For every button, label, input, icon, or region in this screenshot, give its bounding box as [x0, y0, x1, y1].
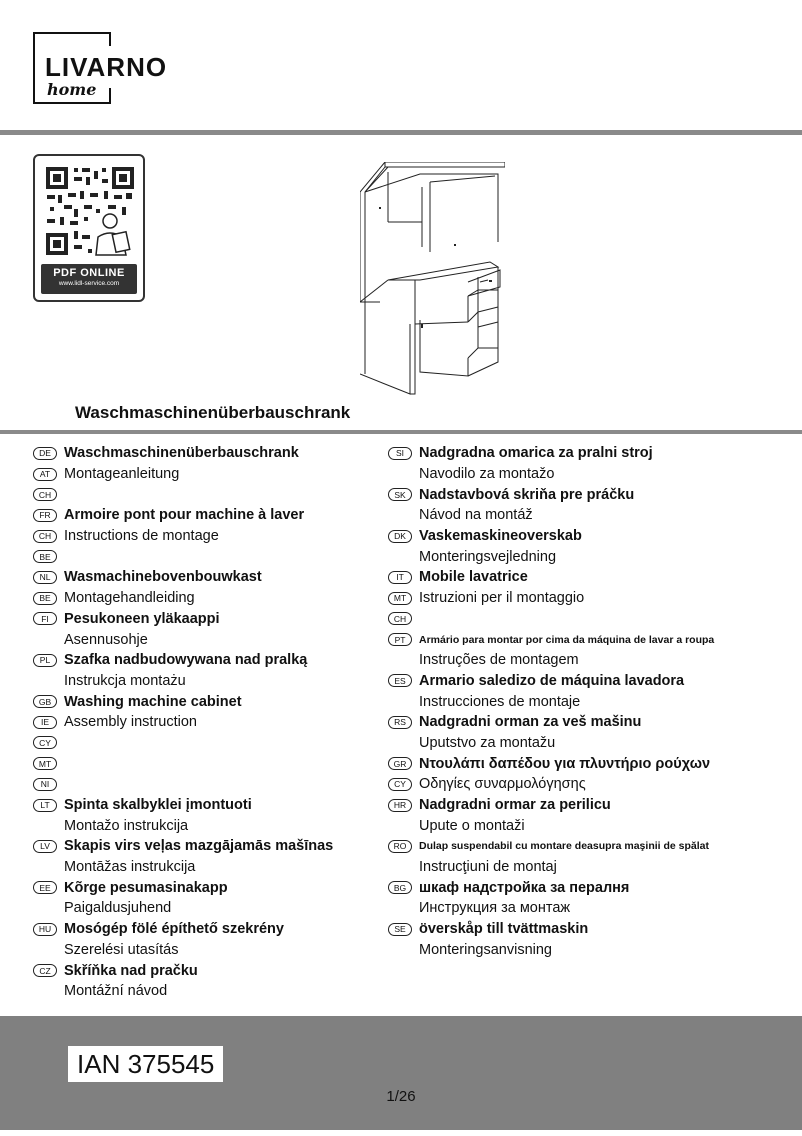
instruction-label: Instrukcja montażu — [64, 672, 186, 689]
language-row — [33, 960, 333, 981]
country-code-badge: SE — [388, 923, 412, 936]
country-code-badge: DK — [388, 530, 412, 543]
qr-code-icon — [44, 165, 136, 257]
language-row — [388, 836, 714, 857]
instruction-label: Montageanleitung — [64, 466, 180, 483]
country-code-badge: HR — [388, 799, 412, 812]
product-name: Szafka nadbudowywana nad pralką — [64, 652, 308, 669]
brand-name: LIVARNO — [45, 52, 168, 82]
country-code-badge: SK — [388, 488, 412, 501]
language-row — [388, 650, 714, 671]
country-code-badge: DE — [33, 447, 57, 460]
instruction-label: Paigaldusjuhend — [64, 900, 172, 917]
qr-box[interactable] — [33, 154, 145, 302]
country-code-badge: MT — [388, 592, 412, 605]
instruction-label: Monteringsanvisning — [419, 941, 552, 958]
product-name: шкаф надстройка за пералня — [419, 879, 630, 896]
language-row — [388, 464, 714, 485]
language-row — [33, 940, 333, 961]
language-row — [33, 981, 333, 1002]
country-code-badge: FI — [33, 612, 57, 625]
instruction-label: Instruções de montagem — [419, 652, 579, 669]
product-name: Skapis virs veļas mazgājamās mašīnas — [64, 838, 334, 855]
language-row — [33, 836, 333, 857]
language-row — [388, 795, 714, 816]
country-code-badge: RS — [388, 716, 412, 729]
language-row — [33, 774, 333, 795]
language-row — [33, 753, 333, 774]
product-name: Skříňka nad pračku — [64, 962, 198, 979]
product-name: Armário para montar por cima da máquina de lavar a roupa — [419, 633, 715, 646]
language-row — [33, 629, 333, 650]
country-code-badge: GB — [33, 695, 57, 708]
language-row — [388, 857, 714, 878]
language-row — [388, 567, 714, 588]
language-row — [33, 712, 333, 733]
header-rule — [0, 130, 802, 135]
language-row — [388, 753, 714, 774]
product-name: Vaskemaskineoverskab — [419, 528, 582, 545]
country-code-badge: MT — [33, 757, 57, 770]
instruction-label: Upute o montaži — [419, 817, 525, 834]
language-row — [33, 795, 333, 816]
instruction-label: Instrucciones de montaje — [419, 693, 581, 710]
language-row — [388, 919, 714, 940]
product-name: Wasmachinebovenbouwkast — [64, 569, 262, 586]
product-name: Mosógép fölé építhető szekrény — [64, 921, 284, 938]
instruction-label: Asennusohje — [64, 631, 148, 648]
country-code-badge: PT — [388, 633, 412, 646]
language-row — [388, 484, 714, 505]
country-code-badge: NI — [33, 778, 57, 791]
country-code-badge: AT — [33, 468, 57, 481]
logo-frame-bottom — [33, 102, 111, 104]
country-code-badge: EE — [33, 881, 57, 894]
country-code-badge: CH — [33, 488, 57, 501]
country-code-badge: HU — [33, 923, 57, 936]
country-code-badge: CY — [388, 778, 412, 791]
product-name: Nadstavbová skriňa pre práčku — [419, 486, 635, 503]
language-row — [33, 484, 333, 505]
brand-sub: home — [47, 80, 97, 99]
title-rule — [0, 430, 802, 434]
country-code-badge: ES — [388, 674, 412, 687]
cabinet-illustration — [360, 162, 505, 402]
ian-number: IAN 375545 — [68, 1046, 223, 1082]
logo-frame-right-top — [109, 32, 111, 46]
instruction-label: Montážní návod — [64, 983, 168, 1000]
language-row — [33, 526, 333, 547]
language-row — [388, 609, 714, 630]
language-row — [33, 919, 333, 940]
country-code-badge: IE — [33, 716, 57, 729]
product-name: Spinta skalbyklei įmontuoti — [64, 797, 252, 814]
language-row — [33, 857, 333, 878]
logo-frame-right-bottom — [109, 88, 111, 104]
language-row — [33, 546, 333, 567]
language-row — [388, 671, 714, 692]
country-code-badge: BE — [33, 550, 57, 563]
instruction-label: Monteringsvejledning — [419, 548, 557, 565]
instruction-label: Navodilo za montažo — [419, 466, 555, 483]
language-row — [388, 712, 714, 733]
language-row — [388, 733, 714, 754]
language-row — [33, 609, 333, 630]
country-code-badge: CH — [33, 530, 57, 543]
instruction-label: Istruzioni per il montaggio — [419, 590, 585, 607]
instruction-label: Instrucţiuni de montaj — [419, 859, 557, 876]
language-row — [33, 898, 333, 919]
country-code-badge: GR — [388, 757, 412, 770]
page-title: Waschmaschinenüberbauschrank — [75, 403, 351, 422]
language-list-right — [388, 443, 714, 960]
bottom-strip — [0, 1130, 802, 1136]
country-code-badge: BE — [33, 592, 57, 605]
page-number: 1/26 — [386, 1088, 416, 1105]
product-name: Kõrge pesumasinakapp — [64, 879, 228, 896]
language-row — [33, 691, 333, 712]
language-row — [33, 650, 333, 671]
product-name: Ντουλάπι δαπέδου για πλυντήριο ρούχων — [419, 755, 711, 772]
product-name: Armario saledizo de máquina lavadora — [419, 672, 685, 689]
language-row — [388, 629, 714, 650]
language-row — [33, 567, 333, 588]
country-code-badge: BG — [388, 881, 412, 894]
language-row — [388, 443, 714, 464]
logo-frame-left — [33, 32, 35, 104]
instruction-label: Instructions de montage — [64, 528, 219, 545]
language-row — [33, 815, 333, 836]
language-row — [388, 546, 714, 567]
language-row — [388, 588, 714, 609]
product-name: Dulap suspendabil cu montare deasupra maşinii de spălat — [419, 840, 709, 853]
language-row — [33, 671, 333, 692]
logo-frame-top — [33, 32, 111, 34]
language-row — [388, 774, 714, 795]
language-row — [33, 464, 333, 485]
product-name: Waschmaschinenüberbauschrank — [64, 445, 299, 462]
product-name: Nadgradni ormar za perilicu — [419, 797, 611, 814]
language-row — [388, 526, 714, 547]
qr-url: www.lidl-service.com — [58, 280, 120, 287]
instruction-label: Assembly instruction — [64, 714, 197, 731]
qr-label — [41, 264, 137, 294]
language-row — [33, 733, 333, 754]
product-name: Armoire pont pour machine à laver — [64, 507, 305, 524]
language-row — [388, 691, 714, 712]
country-code-badge: LV — [33, 840, 57, 853]
instruction-label: Uputstvo za montažu — [419, 734, 556, 751]
instruction-label: Οδηγίες συναρμολόγησης — [419, 776, 586, 793]
country-code-badge: RO — [388, 840, 412, 853]
language-row — [388, 898, 714, 919]
country-code-badge: CH — [388, 612, 412, 625]
instruction-label: Szerelési utasítás — [64, 941, 179, 958]
language-row — [388, 877, 714, 898]
language-row — [388, 940, 714, 961]
product-name: Washing machine cabinet — [64, 693, 242, 710]
country-code-badge: FR — [33, 509, 57, 522]
language-row — [33, 443, 333, 464]
language-row — [33, 877, 333, 898]
country-code-badge: PL — [33, 654, 57, 667]
country-code-badge: CZ — [33, 964, 57, 977]
instruction-label: Montagehandleiding — [64, 590, 195, 607]
language-list-left — [33, 443, 333, 1002]
instruction-label: Návod na montáž — [419, 507, 533, 524]
product-name: Nadgradna omarica za pralni stroj — [419, 445, 653, 462]
country-code-badge: LT — [33, 799, 57, 812]
instruction-label: Инструкция за монтаж — [419, 900, 571, 917]
country-code-badge: IT — [388, 571, 412, 584]
language-row — [388, 815, 714, 836]
language-row — [388, 505, 714, 526]
instruction-label: Montāžas instrukcija — [64, 859, 196, 876]
language-row — [33, 505, 333, 526]
instruction-label: Montažo instrukcija — [64, 817, 189, 834]
product-name: Pesukoneen yläkaappi — [64, 610, 220, 627]
product-name: Mobile lavatrice — [419, 569, 528, 586]
product-name: överskåp till tvättmaskin — [419, 921, 589, 938]
footer — [0, 1016, 802, 1130]
qr-title: PDF ONLINE — [53, 267, 125, 279]
product-name: Nadgradni orman za veš mašinu — [419, 714, 642, 731]
brand-logo — [33, 32, 177, 104]
country-code-badge: CY — [33, 736, 57, 749]
country-code-badge: SI — [388, 447, 412, 460]
language-row — [33, 588, 333, 609]
country-code-badge: NL — [33, 571, 57, 584]
